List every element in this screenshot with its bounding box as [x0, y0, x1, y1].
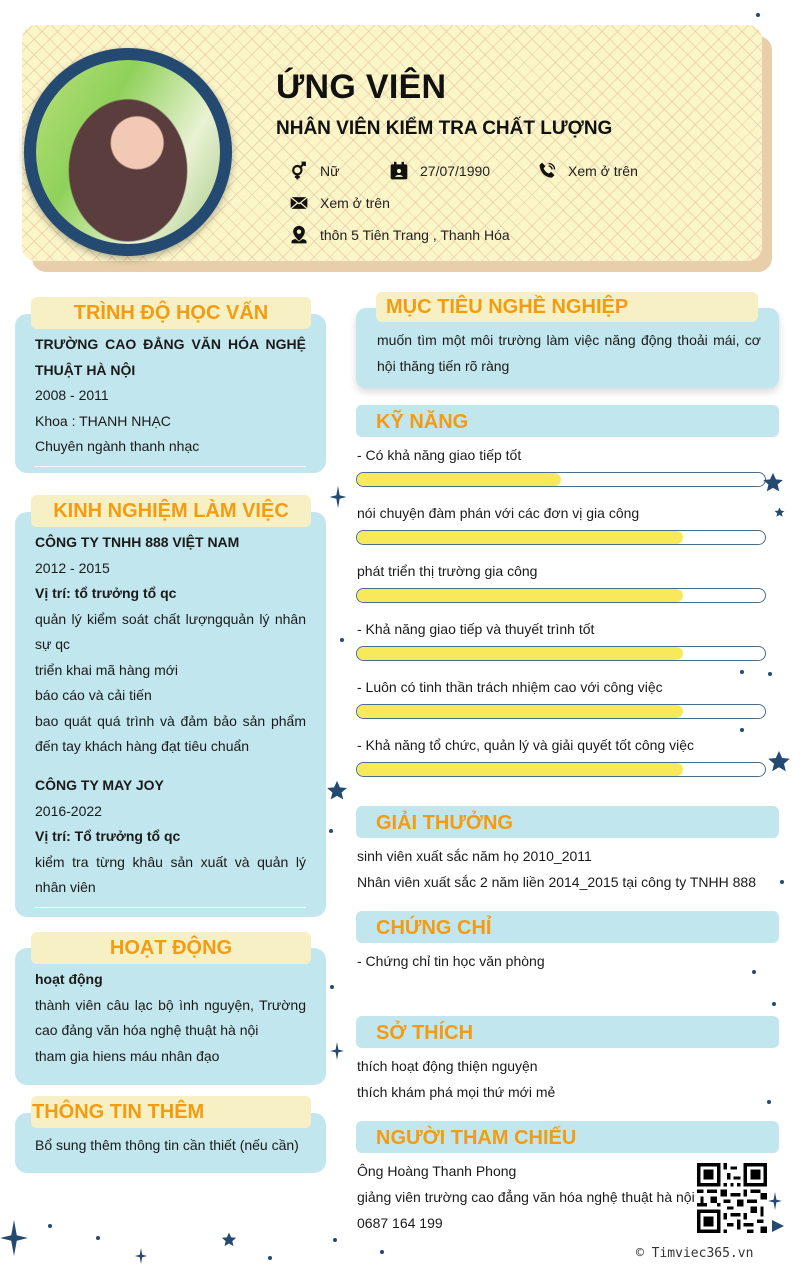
- skill-bar-fill: [357, 531, 683, 544]
- birthday-value: 27/07/1990: [420, 163, 491, 179]
- activity-detail: thành viên câu lạc bộ ình nguyện, Trường cao đảng văn hóa nghệ thuật hà nội: [35, 996, 306, 1038]
- hobby-item: thích hoạt động thiện nguyện: [357, 1058, 538, 1074]
- star-icon: [762, 472, 784, 494]
- phone-info: [536, 160, 638, 182]
- email-icon: [288, 192, 310, 214]
- awards-title: GIẢI THƯỞNG: [376, 812, 513, 834]
- skill-bar: [356, 762, 766, 777]
- avatar: [36, 60, 220, 244]
- awards-list: [357, 843, 756, 895]
- additional-text: Bổ sung thêm thông tin cần thiết (nếu cần): [35, 1137, 299, 1153]
- reference-name: Ông Hoàng Thanh Phong: [357, 1163, 517, 1179]
- education-title: TRÌNH ĐỘ HỌC VẤN: [31, 297, 311, 329]
- activities-title: HOẠT ĐỘNG: [31, 932, 311, 964]
- dot-decoration: [48, 1224, 52, 1228]
- skills-title: KỸ NĂNG: [376, 411, 469, 433]
- activity-detail: tham gia hiens máu nhân đạo: [35, 1047, 220, 1064]
- experience-title: KINH NGHIỆM LÀM VIỆC: [31, 495, 311, 527]
- career-goal-text: muốn tìm một môi trường làm việc năng động thoải mái, cơ hội thăng tiến rõ ràng: [377, 332, 761, 374]
- career-goal-title: MỤC TIÊU NGHỀ NGHIỆP: [386, 296, 629, 318]
- dot-decoration: [330, 985, 334, 989]
- dot-decoration: [767, 1100, 771, 1104]
- star-icon: [326, 780, 348, 802]
- school-name: TRƯỜNG CAO ĐẲNG VĂN HÓA NGHỆ THUẬT HÀ NỘI: [35, 336, 306, 378]
- qr-code-icon: [697, 1163, 767, 1233]
- sparkle-icon: [0, 1220, 28, 1256]
- skill-bar: [356, 530, 766, 545]
- skill-label: - Khả năng tổ chức, quản lý và giải quyết tốt công việc: [357, 737, 695, 753]
- dot-decoration: [768, 672, 772, 676]
- phone-icon: [536, 160, 558, 182]
- dot-decoration: [340, 638, 344, 642]
- copyright-text: © Timviec365.vn: [636, 1246, 754, 1261]
- sparkle-icon: [768, 1192, 782, 1210]
- awards-title-bar: [356, 806, 779, 838]
- company-name: CÔNG TY TNHH 888 VIỆT NAM: [35, 534, 240, 550]
- activities-content: [35, 967, 306, 1069]
- certificates-title-bar: [356, 911, 779, 943]
- skill-bar: [356, 472, 766, 487]
- email-info: [288, 192, 390, 214]
- hobbies-title-bar: [356, 1016, 779, 1048]
- skill-bar: [356, 588, 766, 603]
- skill-label: - Khả năng giao tiếp và thuyết trình tốt: [357, 621, 595, 637]
- references-title-bar: [356, 1121, 779, 1153]
- phone-value: Xem ở trên: [568, 163, 638, 179]
- dot-decoration: [268, 1256, 272, 1260]
- skill-bar: [356, 704, 766, 719]
- location-icon: [288, 224, 310, 246]
- skill-bar: [356, 646, 766, 661]
- award-item: Nhân viên xuất sắc 2 năm liền 2014_2015 tại công ty TNHH 888: [357, 874, 756, 890]
- skill-bar-fill: [357, 705, 683, 718]
- skills-title-bar: [356, 405, 779, 437]
- gender-info: [288, 160, 339, 182]
- skill-label: - Có khả năng giao tiếp tốt: [357, 447, 522, 463]
- skill-label: nói chuyện đàm phán với các đơn vị gia công: [357, 505, 640, 521]
- skill-bar-fill: [357, 647, 683, 660]
- address-info: [288, 224, 510, 246]
- career-goal-title-bar: [376, 292, 758, 322]
- skill-bar-fill: [357, 589, 683, 602]
- skill-bar-fill: [357, 473, 561, 486]
- skill-label: - Luôn có tinh thần trách nhiệm cao với công việc: [357, 679, 663, 695]
- skill-bar-fill: [357, 763, 683, 776]
- address-value: thôn 5 Tiên Trang , Thanh Hóa: [320, 227, 510, 243]
- certificates-list: [357, 948, 545, 974]
- additional-title: THÔNG TIN THÊM: [31, 1096, 311, 1128]
- job-detail: báo cáo và cải tiến: [35, 687, 152, 703]
- reference-role: giảng viên trường cao đẳng văn hóa nghệ thuật hà nội: [357, 1189, 695, 1205]
- job-detail: triển khai mã hàng mới: [35, 661, 179, 678]
- star-icon: [221, 1232, 237, 1248]
- sparkle-icon: [134, 1248, 148, 1264]
- hobbies-title: SỞ THÍCH: [376, 1022, 474, 1044]
- avatar-frame: [24, 48, 232, 256]
- job-position: Vị trí: tổ trưởng tổ qc: [35, 585, 177, 601]
- birthday-info: [388, 160, 490, 182]
- star-icon: [774, 507, 785, 518]
- activities-heading: hoạt động: [35, 971, 103, 987]
- certificates-title: CHỨNG CHỈ: [376, 917, 492, 939]
- divider: [35, 466, 306, 467]
- dot-decoration: [329, 829, 333, 833]
- dot-decoration: [752, 970, 756, 974]
- divider: [35, 907, 306, 908]
- dot-decoration: [780, 880, 784, 884]
- job-detail: bao quát quá trình và đảm bảo sản phẩm đến tay khách hàng đạt tiêu chuẩn: [35, 712, 306, 754]
- experience-job-1: [35, 530, 306, 760]
- dot-decoration: [96, 1236, 100, 1240]
- dot-decoration: [772, 1002, 776, 1006]
- job-years: 2016-2022: [35, 802, 102, 819]
- education-years: 2008 - 2011: [35, 387, 109, 403]
- education-faculty: Khoa : THANH NHẠC: [35, 412, 171, 429]
- job-detail: quản lý kiểm soát chất lượngquản lý nhân sự qc: [35, 610, 306, 652]
- dot-decoration: [740, 728, 744, 732]
- hobbies-list: [357, 1053, 555, 1105]
- job-years: 2012 - 2015: [35, 559, 110, 576]
- certificate-item: - Chứng chỉ tin học văn phòng: [357, 953, 545, 969]
- education-content: [35, 332, 306, 467]
- star-icon: [767, 750, 791, 774]
- award-item: sinh viên xuất sắc năm họ 2010_2011: [357, 848, 592, 864]
- email-value: Xem ở trên: [320, 195, 390, 211]
- dot-decoration: [333, 1238, 337, 1242]
- reference-phone: 0687 164 199: [357, 1215, 443, 1231]
- job-title: NHÂN VIÊN KIỂM TRA CHẤT LƯỢNG: [276, 118, 613, 139]
- gender-value: Nữ: [320, 163, 340, 179]
- experience-job-2: [35, 773, 306, 908]
- job-detail: kiểm tra từng khâu sản xuất và quản lý nhân viên: [35, 853, 306, 895]
- hobby-item: thích khám phá mọi thứ mới mẻ: [357, 1084, 556, 1100]
- sparkle-icon: [330, 1042, 344, 1060]
- sparkle-icon: [329, 486, 347, 508]
- job-position: Vị trí: Tổ trưởng tổ qc: [35, 828, 181, 844]
- company-name: CÔNG TY MAY JOY: [35, 777, 164, 793]
- calendar-icon: [388, 160, 410, 182]
- dot-decoration: [380, 1250, 384, 1254]
- triangle-icon: [772, 1220, 784, 1232]
- education-major: Chuyên ngành thanh nhạc: [35, 438, 200, 454]
- references-title: NGƯỜI THAM CHIẾU: [376, 1127, 577, 1149]
- skill-label: phát triển thị trường gia công: [357, 563, 538, 579]
- gender-icon: [288, 160, 310, 182]
- references-content: [357, 1158, 695, 1236]
- dot-decoration: [740, 670, 744, 674]
- candidate-name: ỨNG VIÊN: [276, 68, 447, 106]
- dot-decoration: [756, 13, 760, 17]
